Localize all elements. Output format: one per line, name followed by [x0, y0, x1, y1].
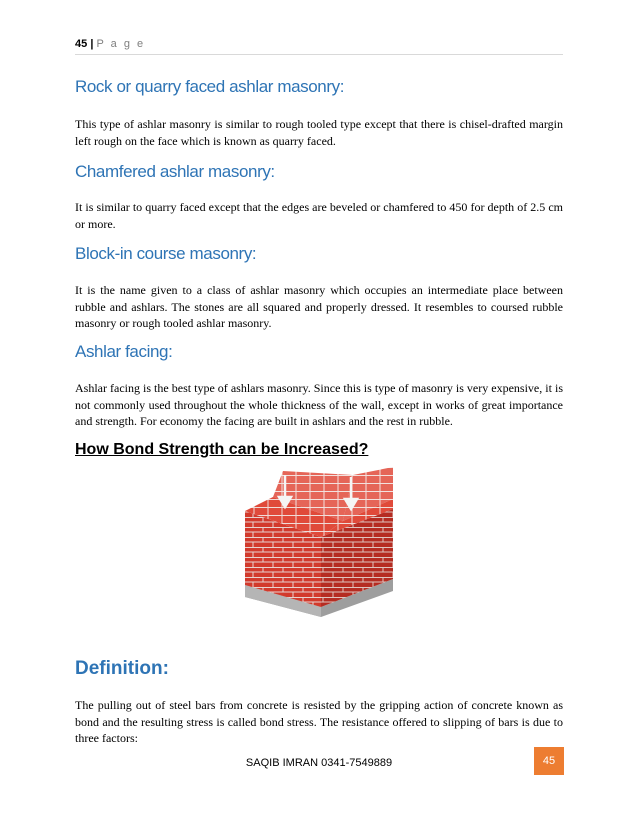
footer-author: SAQIB IMRAN 0341-7549889 — [245, 757, 393, 769]
section-text-quarry-faced: This type of ashlar masonry is similar to rough tooled type except that there is chisel-drafted margin left rough on the face which is known as quarry faced. — [75, 117, 563, 148]
section-text-ashlar-facing: Ashlar facing is the best type of ashlars masonry. Since this is type of masonry is very expensive, it is not commonly used throughout the whole thickness of the wall, except in works of great importance and strength. For economy the facing are built in ashlars and the rest in rubble. — [75, 381, 563, 428]
page-header — [75, 38, 145, 50]
definition-heading: Definition: — [75, 658, 169, 679]
footer-page-badge: 45 — [534, 747, 564, 775]
header-page-word: P a g e — [96, 38, 146, 50]
section-heading-chamfered: Chamfered ashlar masonry: — [75, 162, 275, 181]
section-heading-quarry-faced: Rock or quarry faced ashlar masonry: — [75, 77, 345, 96]
header-separator: | — [90, 38, 94, 50]
bond-strength-heading: How Bond Strength can be Increased? — [75, 441, 369, 458]
header-page-number: 45 — [75, 38, 88, 50]
section-heading-ashlar-facing: Ashlar facing: — [75, 342, 173, 361]
brick-wall-corner-figure — [233, 467, 403, 617]
section-heading-block-in-course: Block-in course masonry: — [75, 244, 257, 263]
section-text-chamfered: It is similar to quarry faced except that the edges are beveled or chamfered to 450 for depth of 2.5 cm or more. — [75, 200, 563, 231]
section-text-block-in-course: It is the name given to a class of ashlar masonry which occupies an intermediate place between rubble and ashlars. The stones are all squared and properly dressed. It resembles to coursed rubble masonry or rough tooled ashlar masonry. — [75, 283, 563, 330]
definition-text: The pulling out of steel bars from concrete is resisted by the gripping action of concrete known as bond and the resulting stress is called bond stress. The resistance offered to slipping of bars is due to three factors: — [75, 698, 563, 745]
header-divider — [75, 54, 563, 55]
